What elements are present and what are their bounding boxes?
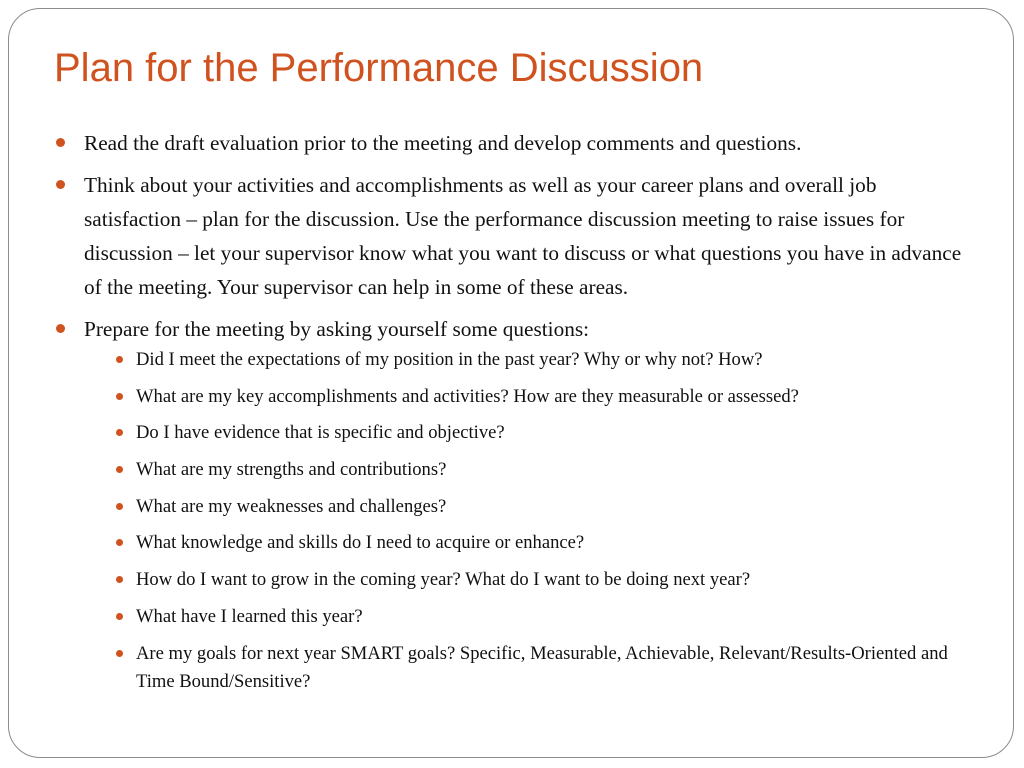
- bullet-dot-icon: [116, 650, 123, 657]
- bullet-dot-icon: [116, 503, 123, 510]
- slide-content: [54, 126, 964, 696]
- bullet-dot-icon: [116, 539, 123, 546]
- bullet-dot-icon: [116, 429, 123, 436]
- sub-bullet-item: [104, 493, 964, 521]
- sub-bullet-text: Do I have evidence that is specific and objective?: [136, 422, 505, 444]
- sub-bullet-item: [104, 640, 964, 696]
- bullet-text: Prepare for the meeting by asking yourself some questions:: [84, 317, 590, 341]
- sub-bullet-text: What are my strengths and contributions?: [136, 459, 447, 481]
- bullet-text: Think about your activities and accomplishments as well as your career plans and overall job satisfaction – plan for the discussion. Use the performance discussion meeting to raise issues for discussion – let your supervisor know what you want to discuss or what questions you have in advance of the meeting. Your supervisor can help in some of these areas.: [84, 173, 962, 299]
- bullet-item: [54, 126, 964, 160]
- bullet-list: [54, 126, 964, 696]
- sub-bullet-item: [104, 603, 964, 631]
- sub-bullet-text: What knowledge and skills do I need to acquire or enhance?: [136, 532, 585, 554]
- bullet-dot-icon: [116, 613, 123, 620]
- sub-bullet-item: [104, 419, 964, 447]
- bullet-dot-icon: [56, 324, 65, 333]
- sub-bullet-list: [104, 346, 964, 696]
- bullet-dot-icon: [116, 466, 123, 473]
- bullet-dot-icon: [56, 180, 65, 189]
- sub-bullet-text: What have I learned this year?: [136, 605, 363, 627]
- sub-bullet-text: Did I meet the expectations of my position in the past year? Why or why not? How?: [136, 349, 763, 370]
- bullet-text: Read the draft evaluation prior to the meeting and develop comments and questions.: [84, 131, 802, 155]
- bullet-dot-icon: [116, 576, 123, 583]
- sub-bullet-text: Are my goals for next year SMART goals? Specific, Measurable, Achievable, Relevant/Results-Oriented and Time Bound/Sensitive?: [136, 642, 948, 692]
- bullet-item: [54, 312, 964, 696]
- bullet-dot-icon: [56, 138, 65, 147]
- sub-bullet-item: [104, 456, 964, 484]
- sub-bullet-text: What are my weaknesses and challenges?: [136, 495, 447, 517]
- sub-bullet-text: What are my key accomplishments and activities? How are they measurable or assessed?: [136, 385, 799, 407]
- sub-bullet-item: [104, 529, 964, 557]
- sub-bullet-item: [104, 566, 964, 594]
- slide-title: Plan for the Performance Discussion: [54, 46, 704, 90]
- bullet-item: [54, 168, 964, 304]
- bullet-dot-icon: [116, 393, 123, 400]
- sub-bullet-text: How do I want to grow in the coming year? What do I want to be doing next year?: [136, 569, 751, 591]
- sub-bullet-item: [104, 346, 964, 374]
- sub-bullet-item: [104, 383, 964, 411]
- bullet-dot-icon: [116, 356, 123, 363]
